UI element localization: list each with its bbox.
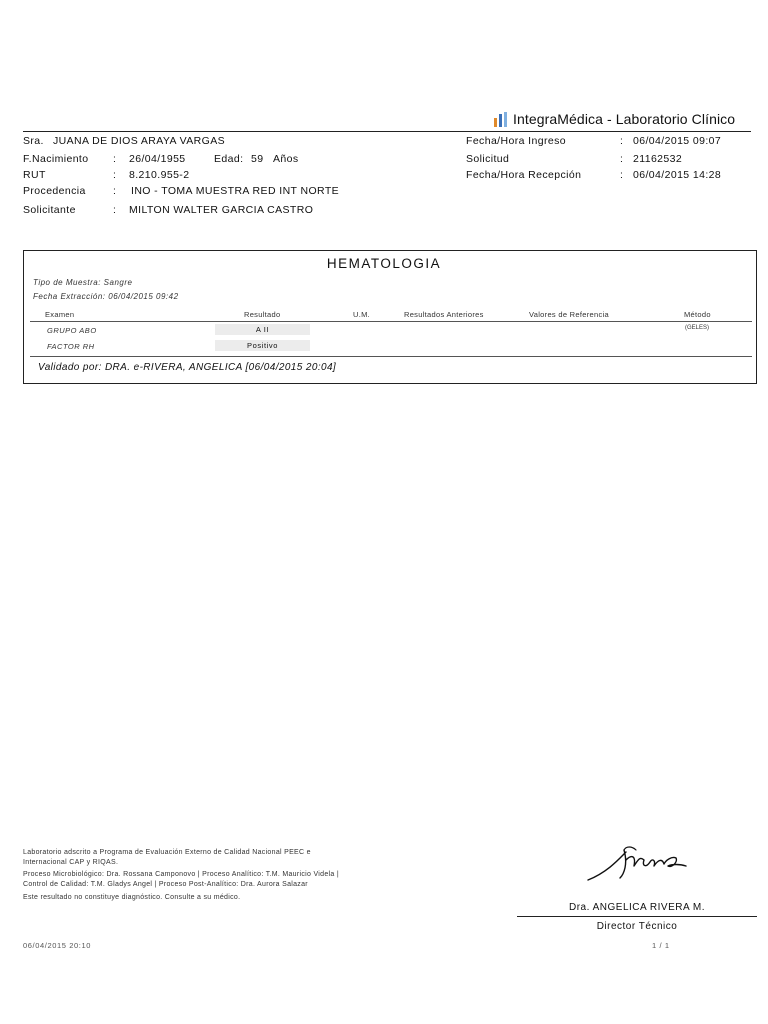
request-value: 21162532 — [633, 153, 683, 165]
rut-label: RUT — [23, 169, 46, 181]
birth-colon: : — [113, 153, 117, 165]
reception-colon: : — [620, 169, 624, 181]
admission-colon: : — [620, 135, 624, 147]
page-number: 1 / 1 — [652, 941, 670, 950]
footer-note: Este resultado no constituye diagnóstico. Consulte a su médico. — [23, 894, 241, 901]
request-colon: : — [620, 153, 624, 165]
exam-name: GRUPO ABO — [47, 326, 97, 335]
signer-title: Director Técnico — [596, 921, 678, 932]
age-label: Edad: — [214, 153, 244, 165]
signer-name: Dra. ANGELICA RIVERA M. — [569, 902, 705, 913]
origin-value: INO - TOMA MUESTRA RED INT NORTE — [131, 185, 340, 197]
signature-divider — [517, 916, 757, 917]
validated-by: Validado por: DRA. e-RIVERA, ANGELICA [06/04/2015 20:04] — [38, 362, 337, 373]
footer-note: Laboratorio adscrito a Programa de Evaluación Externo de Calidad Nacional PEEC e — [23, 849, 311, 856]
reception-value: 06/04/2015 14:28 — [633, 169, 722, 181]
admission-value: 06/04/2015 09:07 — [633, 135, 722, 147]
request-label: Solicitud — [466, 153, 510, 165]
col-header-result: Resultado — [244, 310, 281, 319]
logo-text: IntegraMédica - Laboratorio Clínico — [513, 111, 736, 127]
rut-colon: : — [113, 169, 117, 181]
patient-name: JUANA DE DIOS ARAYA VARGAS — [53, 135, 226, 147]
col-header-exam: Examen — [45, 310, 75, 319]
col-header-previous: Resultados Anteriores — [404, 310, 484, 319]
footer-note: Control de Calidad: T.M. Gladys Angel | Proceso Post-Analítico: Dra. Aurora Salazar — [23, 881, 308, 888]
admission-label: Fecha/Hora Ingreso — [466, 135, 566, 147]
requester-colon: : — [113, 204, 117, 216]
lab-logo — [494, 111, 735, 127]
footer-note: Internacional CAP y RIQAS. — [23, 859, 119, 866]
method-value: (GELES) — [685, 325, 710, 331]
origin-label: Procedencia — [23, 185, 86, 197]
signature-image — [580, 838, 720, 890]
exam-name: FACTOR RH — [47, 342, 95, 351]
extraction-date: Fecha Extracción: 06/04/2015 09:42 — [33, 292, 179, 301]
section-title: HEMATOLOGIA — [326, 256, 442, 271]
rut-value: 8.210.955-2 — [129, 169, 190, 181]
birth-label: F.Nacimiento — [23, 153, 89, 165]
reception-label: Fecha/Hora Recepción — [466, 169, 582, 181]
results-divider — [30, 356, 752, 357]
header-divider — [23, 131, 751, 132]
integramedica-logo-icon — [494, 112, 508, 127]
footer-note: Proceso Microbiológico: Dra. Rossana Camponovo | Proceso Analítico: T.M. Mauricio Videla | — [23, 871, 339, 878]
age-value: 59 — [251, 153, 264, 165]
result-value: A II — [215, 324, 310, 335]
col-header-reference: Valores de Referencia — [529, 310, 609, 319]
sample-type: Tipo de Muestra: Sangre — [33, 278, 133, 287]
requester-value: MILTON WALTER GARCIA CASTRO — [129, 204, 314, 216]
origin-colon: : — [113, 185, 117, 197]
patient-salutation: Sra. — [23, 135, 44, 147]
print-date: 06/04/2015 20:10 — [23, 941, 91, 950]
birth-value: 26/04/1955 — [129, 153, 186, 165]
col-header-method: Método — [684, 310, 711, 319]
age-unit: Años — [273, 153, 299, 165]
column-header-divider — [30, 321, 752, 322]
col-header-unit: U.M. — [353, 310, 371, 319]
result-value: Positivo — [215, 340, 310, 351]
requester-label: Solicitante — [23, 204, 76, 216]
